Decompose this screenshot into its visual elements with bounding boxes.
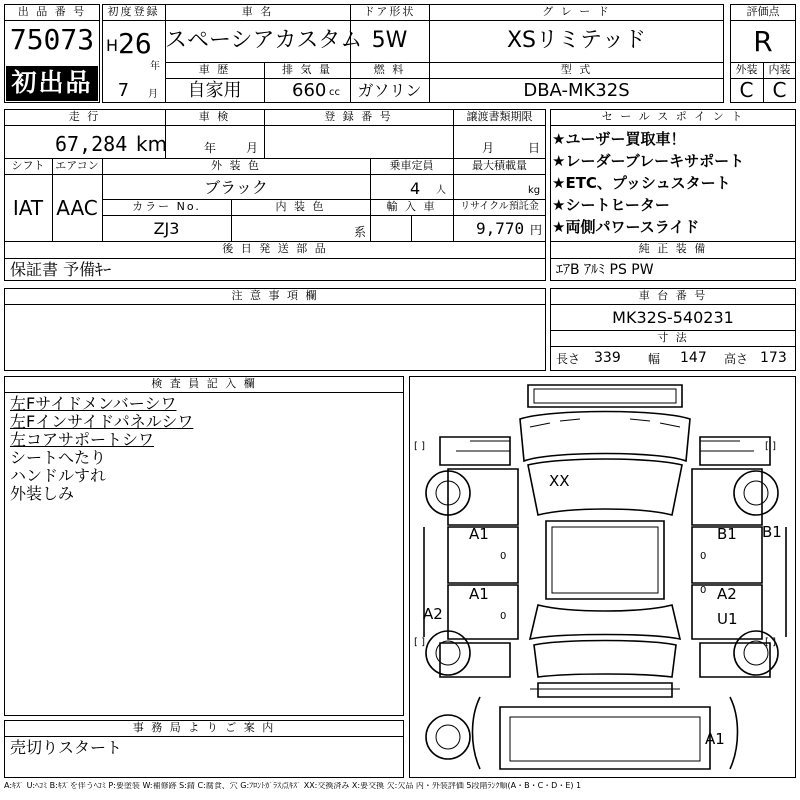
chassis-label: 車 台 番 号 xyxy=(638,289,708,302)
sales-point-item: ★レーダーブレーキサポート xyxy=(552,152,745,170)
sales-point-item: ★ETC、プッシュスタート xyxy=(552,174,731,192)
plate-label: 登 録 番 号 xyxy=(324,110,393,123)
footer-legend: A:ｷｽﾞ U:ﾍｺﾐ B:ｷｽﾞを伴うﾍｺﾐ P:要塗装 W:補修跡 S:錆 C:腐食、穴 G:ﾌﾛﾝﾄｶﾞﾗｽ点ｷｽﾞ XX:交換済み X:要交換 欠:欠品 内・外装評価 5段階ﾗﾝｸ順(A・B・C・D・E) 1 xyxy=(4,782,582,790)
inspector-line: 左Fサイドメンバーシワ xyxy=(10,394,177,413)
shift-label: シフト xyxy=(11,159,45,172)
displacement: 660 xyxy=(292,80,327,101)
reg-year-unit: 年 xyxy=(150,61,160,72)
length: 339 xyxy=(594,350,621,366)
load-unit: kg xyxy=(528,185,541,196)
reg-label: 初度登録 xyxy=(107,5,160,18)
seats-label: 乗車定員 xyxy=(389,159,434,172)
height: 173 xyxy=(760,350,787,366)
inspector-line: ハンドルすれ xyxy=(10,466,107,485)
zero-mark: 0 xyxy=(500,551,507,562)
lot-number: 75073 xyxy=(9,23,95,56)
office-text: 売切りスタート xyxy=(10,738,123,757)
later-items: 保証書 予備ｷｰ xyxy=(10,260,112,279)
door-type: 5W xyxy=(371,28,408,53)
displacement-label: 排 気 量 xyxy=(282,63,332,76)
model-label: 型 式 xyxy=(560,63,593,76)
zero-mark: 0 xyxy=(700,551,707,562)
damage-mark-a2: A2 xyxy=(717,585,737,603)
lot-label: 出 品 番 号 xyxy=(17,5,87,18)
office-label: 事 務 局 よ り ご 案 内 xyxy=(132,721,276,734)
recycle: 9,770 xyxy=(476,219,525,238)
bracket-mark: [ ] xyxy=(414,441,425,452)
notes-label: 注 意 事 項 欄 xyxy=(231,289,319,302)
later-label: 後 日 発 送 部 品 xyxy=(222,242,328,255)
history-label: 車 歴 xyxy=(198,63,231,76)
damage-mark-a1: A1 xyxy=(469,585,489,603)
mileage-unit: km xyxy=(136,132,168,156)
car-name: スペーシアカスタム xyxy=(165,28,363,53)
load-label: 最大積載量 xyxy=(472,159,527,172)
damage-mark-b1: B1 xyxy=(762,523,782,541)
inspector-line: 外装しみ xyxy=(10,484,75,503)
recycle-unit: 円 xyxy=(530,223,543,237)
reg-month: 7 xyxy=(118,80,129,101)
score: R xyxy=(753,25,773,58)
interior-label: 内装 xyxy=(768,63,791,76)
car-diagram xyxy=(409,376,796,778)
bracket-mark: [ ] xyxy=(414,637,425,648)
seats: 4 xyxy=(410,179,421,198)
reg-year: 26 xyxy=(118,27,152,60)
bracket-mark: [ ] xyxy=(765,637,776,648)
damage-mark-u1: U1 xyxy=(717,610,738,628)
sales-point-item: ★両側パワースライド xyxy=(552,218,700,236)
door-label: ドア形状 xyxy=(363,5,416,18)
width-label: 幅 xyxy=(648,352,661,366)
dims-label: 寸 法 xyxy=(657,331,689,344)
length-label: 長さ xyxy=(556,352,581,366)
exterior-label: 外装 xyxy=(735,63,758,76)
interior-grade: C xyxy=(772,78,787,102)
zero-mark: 0 xyxy=(700,585,707,596)
color-label: 外 装 色 xyxy=(211,159,261,172)
width: 147 xyxy=(680,350,707,366)
recycle-label: リサイクル預託金 xyxy=(460,201,539,212)
sales-point-item: ★ユーザー買取車！ xyxy=(552,130,686,148)
equipment-label: 純 正 装 備 xyxy=(638,242,708,255)
damage-mark-b1: B1 xyxy=(717,525,737,543)
score-label: 評価点 xyxy=(746,5,780,18)
transfer-label: 譲渡書類期限 xyxy=(466,110,533,123)
transfer-month-unit: 月 xyxy=(482,141,495,155)
inspector-line: シートへたり xyxy=(10,448,107,467)
model: DBA-MK32S xyxy=(523,80,630,101)
history: 自家用 xyxy=(187,80,242,101)
inspector-label: 検 査 員 記 入 欄 xyxy=(151,377,257,390)
height-label: 高さ xyxy=(724,352,749,366)
displacement-unit: cc xyxy=(329,87,340,98)
int-color-unit: 系 xyxy=(354,225,367,239)
mileage: 67,284 xyxy=(55,132,128,156)
int-color-label: 内 装 色 xyxy=(275,200,326,213)
color-no-label: カラー No. xyxy=(132,200,201,213)
seats-unit: 人 xyxy=(436,185,446,196)
car-outline-svg xyxy=(410,377,795,777)
chassis-number: MK32S-540231 xyxy=(612,308,734,327)
transfer-day-unit: 日 xyxy=(528,141,541,155)
inspection-year-unit: 年 xyxy=(204,141,217,155)
damage-mark-a1: A1 xyxy=(469,525,489,543)
fuel: ガソリン xyxy=(357,81,422,100)
inspector-line: 左コアサポートシワ xyxy=(10,430,155,449)
import-label: 輸 入 車 xyxy=(386,200,437,213)
damage-mark-xx: XX xyxy=(549,472,570,490)
color-no: ZJ3 xyxy=(153,219,180,238)
first-listing-badge: 初出品 xyxy=(6,66,98,101)
car-name-label: 車 名 xyxy=(241,5,274,18)
inspection-month-unit: 月 xyxy=(246,141,259,155)
bracket-mark: [ ] xyxy=(765,441,776,452)
fuel-label: 燃 料 xyxy=(373,63,406,76)
grade: XSリミテッド xyxy=(506,28,647,53)
mileage-label: 走 行 xyxy=(68,110,101,123)
shift: IAT xyxy=(12,196,44,220)
exterior-grade: C xyxy=(739,78,754,102)
equipment: ｴｱB ｱﾙﾐ PS PW xyxy=(556,262,654,278)
damage-mark-a1: A1 xyxy=(705,730,725,748)
aircon-label: エアコン xyxy=(55,159,99,172)
reg-era: H xyxy=(106,36,119,55)
aircon: AAC xyxy=(56,196,98,220)
grade-label: グ レ ー ド xyxy=(542,5,611,18)
zero-mark: 0 xyxy=(500,611,507,622)
color: ブラック xyxy=(204,178,268,197)
inspector-line: 左Fインサイドパネルシワ xyxy=(10,412,194,431)
sales-point-item: ★シートヒーター xyxy=(552,196,670,214)
damage-mark-a2: A2 xyxy=(423,605,443,623)
sales-points-label: セ ー ル ス ポ イ ン ト xyxy=(601,110,745,123)
inspection-label: 車 検 xyxy=(198,110,231,123)
reg-month-unit: 月 xyxy=(148,89,158,100)
